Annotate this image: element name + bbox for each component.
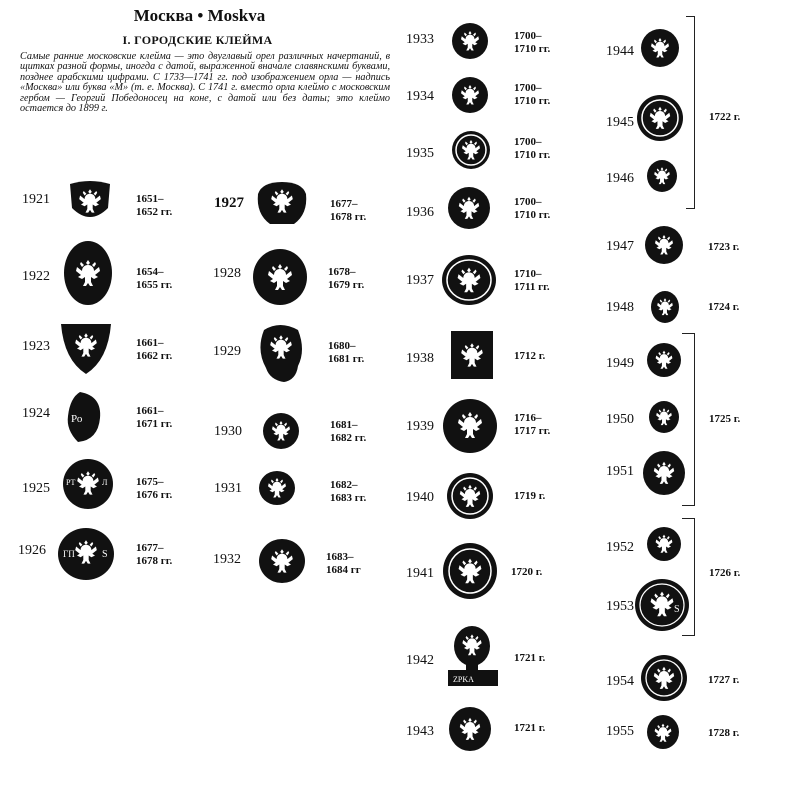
mark-date [136, 542, 172, 568]
mark-date [136, 337, 172, 363]
date-line: 1683 гг. [330, 492, 367, 504]
group-bracket-top [682, 333, 694, 334]
mark-number: 1930 [214, 424, 242, 439]
date-line: 1682 гг. [330, 432, 367, 444]
stamp-letters: РТ [66, 478, 76, 487]
mark-date [328, 266, 364, 292]
date-line: 1716– [514, 412, 542, 424]
mark-number: 1944 [606, 44, 634, 59]
mark-number: 1936 [406, 205, 434, 220]
stamp-letters: S [102, 549, 108, 560]
stamp-image-1924 [64, 390, 104, 444]
date-line: 1710– [514, 268, 542, 280]
stamp-image-1935 [451, 130, 491, 170]
stamp-image-1951 [642, 450, 686, 496]
mark-date [330, 479, 366, 505]
mark-number: 1940 [406, 490, 434, 505]
date-line: 1700– [514, 30, 542, 42]
stamp-image-1925 [62, 458, 114, 510]
stamp-image-1948 [650, 290, 680, 324]
group-bracket-top [682, 518, 694, 519]
mark-number: 1946 [606, 171, 634, 186]
date-line: 1712 г. [514, 350, 546, 362]
stamp-image-1949 [646, 342, 682, 378]
mark-number: 1943 [406, 724, 434, 739]
stamp-image-1928 [252, 248, 308, 306]
mark-number: 1922 [22, 269, 50, 284]
stamp-image-1922 [62, 240, 114, 306]
mark-date [514, 722, 545, 735]
date-line: 1727 г. [708, 674, 740, 686]
stamp-letters: Л [102, 478, 108, 487]
date-line: 1655 гг. [136, 279, 173, 291]
date-line: 1710 гг. [514, 209, 551, 221]
stamp-letters: ZPKA [453, 675, 474, 684]
group-bracket-1726 [690, 518, 695, 636]
mark-number: 1942 [406, 653, 434, 668]
date-line: 1679 гг. [328, 279, 365, 291]
mark-date [136, 405, 172, 431]
mark-date [328, 340, 364, 366]
date-line: 1721 г. [514, 652, 546, 664]
stamp-image-1933 [451, 22, 489, 60]
stamp-image-1936 [447, 186, 491, 230]
group-date-1725: 1725 г. [709, 413, 741, 425]
date-line: 1728 г. [708, 727, 740, 739]
stamp-image-1938 [450, 330, 494, 380]
mark-number: 1948 [606, 300, 634, 315]
stamp-image-1946 [646, 159, 678, 193]
mark-date [511, 566, 542, 579]
mark-number: 1952 [606, 540, 634, 555]
mark-date [708, 301, 739, 314]
stamp-image-1944 [640, 28, 680, 68]
stamp-image-1947 [644, 225, 684, 265]
date-line: 1680– [328, 340, 356, 352]
mark-number: 1924 [22, 406, 50, 421]
date-line: 1671 гг. [136, 418, 173, 430]
mark-date [514, 136, 550, 162]
date-line: 1710 гг. [514, 43, 551, 55]
date-line: 1661– [136, 405, 164, 417]
mark-number: 1925 [22, 481, 50, 496]
date-line: 1651– [136, 193, 164, 205]
date-line: 1681– [330, 419, 358, 431]
stamp-image-1955 [646, 714, 680, 750]
mark-number: 1945 [606, 115, 634, 130]
stamp-image-1927 [254, 180, 310, 226]
mark-date [514, 350, 545, 363]
date-line: 1678– [328, 266, 356, 278]
stamp-image-1931 [258, 470, 296, 506]
mark-date [136, 266, 172, 292]
date-line: 1700– [514, 136, 542, 148]
intro-paragraph: Самые ранние московские клейма — это двуглавый орел различных начертаний, в щитках разной формы, иногда с датой, выраженной вначале славянскими буквами, позднее арабскими цифрами. С 1733—1741 гг. под изображением орла — надпись «Москва» или буква «М» (т. е. Москва). С 1741 г. вместо орла клеймо с московским гербом — Георгий Победоносец на коне, с датой или без даты; это клеймо остается до 1899 г. [20, 51, 390, 115]
group-bracket-bottom [682, 505, 694, 506]
mark-date [330, 198, 366, 224]
mark-number: 1950 [606, 412, 634, 427]
group-date-1726: 1726 г. [709, 567, 741, 579]
mark-number: 1935 [406, 146, 434, 161]
mark-date [708, 727, 739, 740]
mark-number: 1939 [406, 419, 434, 434]
stamp-image-1923 [58, 320, 114, 376]
mark-number: 1934 [406, 89, 434, 104]
mark-date [136, 476, 172, 502]
stamp-image-1941 [442, 542, 498, 600]
stamp-image-1930 [262, 412, 300, 450]
stamp-letters: Ро [71, 413, 83, 425]
date-line: 1717 гг. [514, 425, 551, 437]
date-line: 1720 г. [511, 566, 543, 578]
stamp-image-1932 [258, 538, 306, 584]
mark-date [514, 412, 550, 438]
mark-date [136, 193, 172, 219]
mark-date [514, 652, 545, 665]
mark-date [514, 30, 550, 56]
mark-number: 1921 [22, 192, 50, 207]
date-line: 1676 гг. [136, 489, 173, 501]
group-bracket-bottom [686, 208, 694, 209]
group-bracket-1725 [690, 333, 695, 506]
date-line: 1661– [136, 337, 164, 349]
stamp-image-1934 [451, 76, 489, 114]
stamp-letters: S [674, 604, 680, 615]
mark-date [330, 419, 366, 445]
mark-number: 1928 [213, 266, 241, 281]
stamp-image-1954 [640, 654, 688, 702]
group-date-1722: 1722 г. [709, 111, 741, 123]
date-line: 1652 гг. [136, 206, 173, 218]
stamp-image-1939 [442, 398, 498, 454]
mark-number: 1954 [606, 674, 634, 689]
mark-number: 1938 [406, 351, 434, 366]
mark-number: 1947 [606, 239, 634, 254]
date-line: 1723 г. [708, 241, 740, 253]
date-line: 1678 гг. [136, 555, 173, 567]
date-line: 1682– [330, 479, 358, 491]
group-bracket-top [686, 16, 694, 17]
mark-number: 1937 [406, 273, 434, 288]
mark-number: 1929 [213, 344, 241, 359]
date-line: 1681 гг. [328, 353, 365, 365]
mark-number: 1933 [406, 32, 434, 47]
mark-date [514, 82, 550, 108]
mark-number: 1953 [606, 599, 634, 614]
stamp-image-1926 [57, 527, 115, 581]
date-line: 1662 гг. [136, 350, 173, 362]
page-title: Москва • Moskva [133, 6, 266, 25]
mark-number: 1931 [214, 481, 242, 496]
mark-number: 1949 [606, 356, 634, 371]
date-line: 1684 гг [326, 564, 361, 576]
stamp-image-1950 [648, 400, 680, 434]
mark-number: 1941 [406, 566, 434, 581]
date-line: 1711 гг. [514, 281, 550, 293]
date-line: 1721 г. [514, 722, 546, 734]
section-title: I. ГОРОДСКИЕ КЛЕЙМА [122, 33, 273, 47]
date-line: 1675– [136, 476, 164, 488]
stamp-letters: ГП [63, 549, 75, 559]
mark-date [514, 268, 550, 294]
group-bracket-bottom [682, 635, 694, 636]
stamp-image-1921 [66, 178, 114, 226]
mark-date [514, 490, 545, 503]
mark-number: 1923 [22, 339, 50, 354]
mark-date [514, 196, 550, 222]
date-line: 1677– [330, 198, 358, 210]
stamp-image-1953 [634, 578, 690, 632]
date-line: 1683– [326, 551, 354, 563]
stamp-image-1929 [256, 322, 306, 384]
mark-number: 1951 [606, 464, 634, 479]
mark-number: 1926 [18, 543, 46, 558]
date-line: 1724 г. [708, 301, 740, 313]
date-line: 1654– [136, 266, 164, 278]
date-line: 1710 гг. [514, 149, 551, 161]
date-line: 1678 гг. [330, 211, 367, 223]
date-line: 1677– [136, 542, 164, 554]
stamp-image-1952 [646, 526, 682, 562]
stamp-image-1937 [441, 254, 497, 306]
mark-number: 1955 [606, 724, 634, 739]
mark-date [326, 551, 361, 577]
mark-date [708, 241, 739, 254]
group-bracket-1722 [690, 16, 695, 209]
stamp-image-1945 [636, 94, 684, 142]
mark-number: 1932 [213, 552, 241, 567]
stamp-image-1940 [446, 472, 494, 520]
stamp-image-1942 [446, 624, 500, 688]
date-line: 1700– [514, 196, 542, 208]
mark-number: 1927 [214, 195, 244, 211]
date-line: 1710 гг. [514, 95, 551, 107]
date-line: 1719 г. [514, 490, 546, 502]
mark-date [708, 674, 739, 687]
intro-text [20, 52, 390, 114]
stamp-image-1943 [448, 706, 492, 752]
date-line: 1700– [514, 82, 542, 94]
